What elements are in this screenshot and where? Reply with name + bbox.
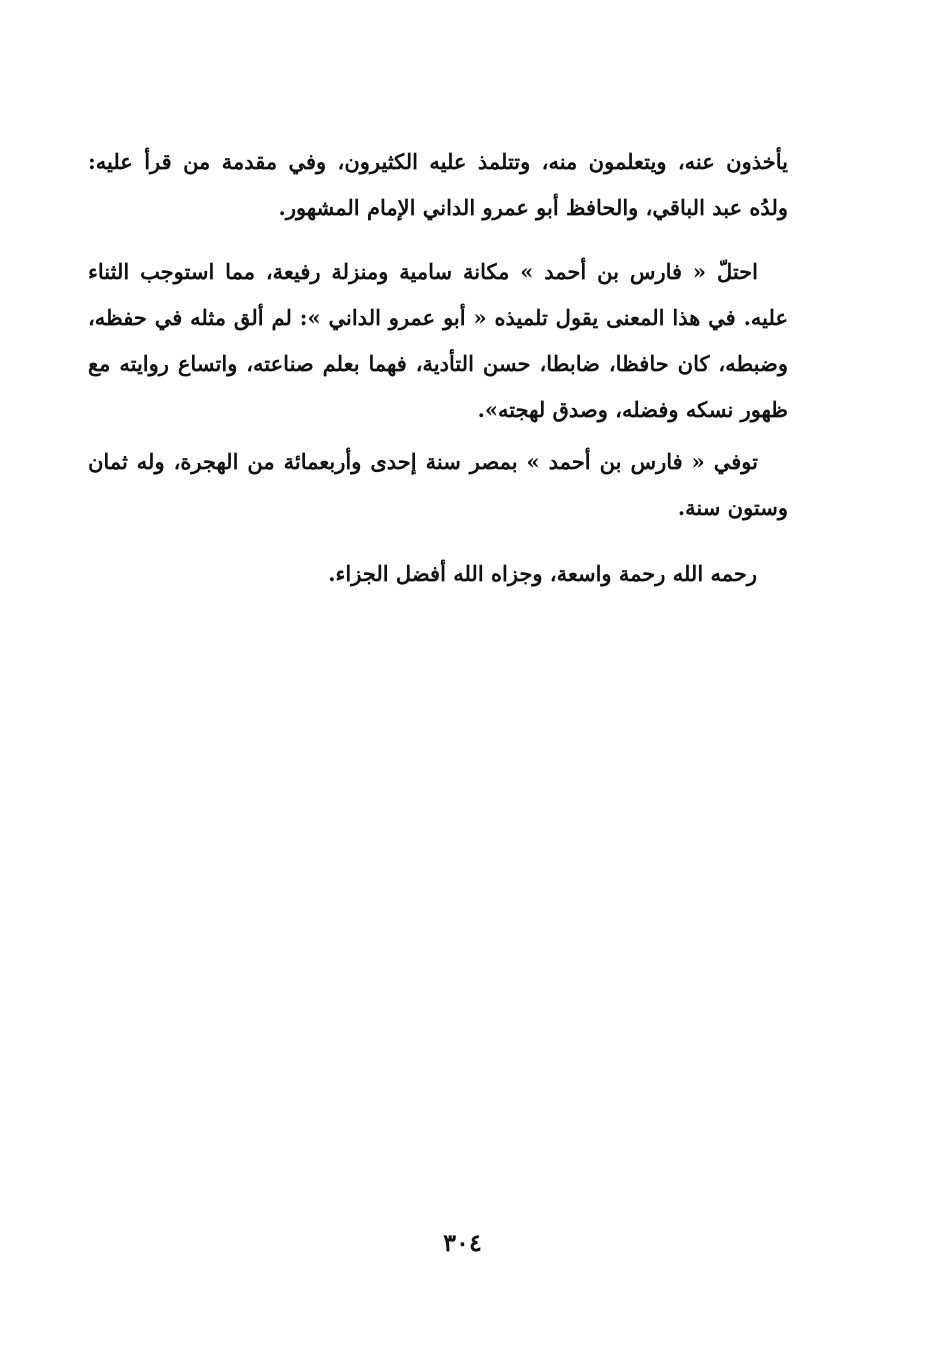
paragraph-closing-prayer: رحمه الله رحمة واسعة، وجزاه الله أفضل الجزاء. [328,561,757,586]
paragraph-death: توفي « فارس بن أحمد » بمصر سنة إحدى وأربعمائة من الهجرة، وله ثمان وستون سنة. [88,449,788,520]
paragraph-students: يأخذون عنه، ويتعلمون منه، وتتلمذ عليه الكثيرون، وفي مقدمة من قرأ عليه: ولدُه عبد الباقي، والحافظ أبو عمرو الداني الإمام المشهور. [88,149,788,220]
page-number: ٣٠٤ [443,1228,482,1257]
paragraph-praise: احتلّ « فارس بن أحمد » مكانة سامية ومنزلة رفيعة، مما استوجب الثناء عليه. في هذا المعنى يقول تلميذه « أبو عمرو الداني »: لم ألق مثله في حفظه، وضبطه، كان حافظا، ضابطا، حسن التأدية، فهما بعلم صناعته، واتساع روايته مع ظهور نسكه وفضله، وصدق لهجته». [88,259,788,422]
